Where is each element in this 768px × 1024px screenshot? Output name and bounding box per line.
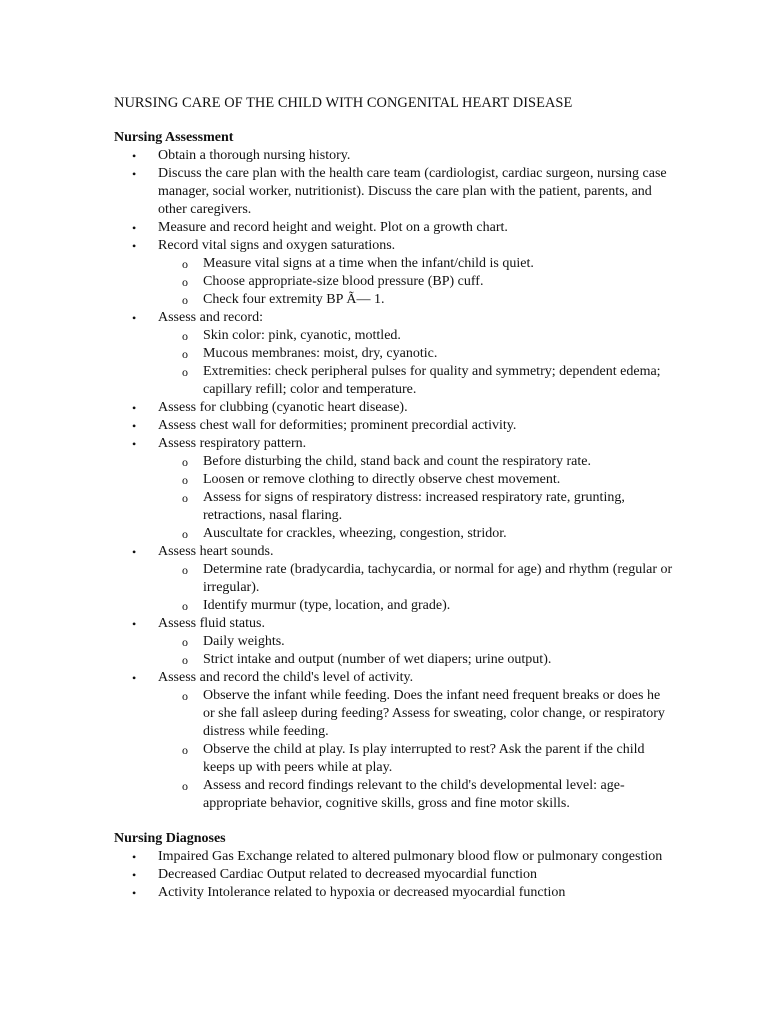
- list-item-text: Activity Intolerance related to hypoxia or decreased myocardial function: [158, 885, 566, 900]
- bullet-icon: •: [132, 617, 137, 631]
- sub-list: [158, 561, 674, 615]
- diagnoses-list: [114, 848, 674, 902]
- sub-list-item-text: Observe the child at play. Is play interrupted to rest? Ask the parent if the child keeps up with peers while at play.: [203, 742, 645, 775]
- sub-list-item-text: Mucous membranes: moist, dry, cyanotic.: [203, 346, 438, 361]
- sub-list-item-text: Auscultate for crackles, wheezing, congestion, stridor.: [203, 526, 507, 541]
- sub-list-item-text: Assess and record findings relevant to the child's developmental level: age-appropriate behavior, cognitive skills, gross and fine motor skills.: [203, 778, 625, 811]
- sub-list-item-text: Identify murmur (type, location, and grade).: [203, 598, 451, 613]
- list-item-text: Assess fluid status.: [158, 616, 265, 631]
- circle-bullet-icon: o: [182, 473, 188, 487]
- circle-bullet-icon: o: [182, 599, 188, 613]
- list-item: [114, 884, 674, 902]
- circle-bullet-icon: o: [182, 293, 188, 307]
- circle-bullet-icon: o: [182, 743, 188, 757]
- circle-bullet-icon: o: [182, 365, 188, 379]
- list-item-text: Assess respiratory pattern.: [158, 436, 307, 451]
- circle-bullet-icon: o: [182, 635, 188, 649]
- sub-list-item: [158, 327, 674, 345]
- sub-list-item: [158, 363, 674, 399]
- sub-list-item: [158, 561, 674, 597]
- bullet-icon: •: [132, 167, 137, 181]
- sub-list-item-text: Measure vital signs at a time when the infant/child is quiet.: [203, 256, 534, 271]
- bullet-icon: •: [132, 149, 137, 163]
- bullet-icon: •: [132, 437, 137, 451]
- list-item-text: Decreased Cardiac Output related to decreased myocardial function: [158, 867, 537, 882]
- sub-list-item-text: Observe the infant while feeding. Does the infant need frequent breaks or does he or she fall asleep during feeding? Assess for sweating, color change, or respiratory distress while feeding.: [203, 688, 665, 739]
- list-item-text: Assess chest wall for deformities; prominent precordial activity.: [158, 418, 517, 433]
- sub-list-item: [158, 471, 674, 489]
- list-item: [114, 147, 674, 165]
- list-item: [114, 435, 674, 543]
- circle-bullet-icon: o: [182, 563, 188, 577]
- sub-list-item: [158, 525, 674, 543]
- sub-list-item: [158, 741, 674, 777]
- document-title: NURSING CARE OF THE CHILD WITH CONGENITAL HEART DISEASE: [114, 95, 573, 111]
- circle-bullet-icon: o: [182, 455, 188, 469]
- bullet-icon: •: [132, 419, 137, 433]
- sub-list-item: [158, 291, 674, 309]
- bullet-icon: •: [132, 850, 137, 864]
- sub-list-item-text: Choose appropriate-size blood pressure (BP) cuff.: [203, 274, 484, 289]
- bullet-icon: •: [132, 239, 137, 253]
- list-item: [114, 219, 674, 237]
- bullet-icon: •: [132, 401, 137, 415]
- list-item-text: Impaired Gas Exchange related to altered pulmonary blood flow or pulmonary congestion: [158, 849, 663, 864]
- sub-list: [158, 255, 674, 309]
- circle-bullet-icon: o: [182, 347, 188, 361]
- sub-list-item-text: Check four extremity BP Ã— 1.: [203, 292, 385, 307]
- sub-list-item-text: Assess for signs of respiratory distress: increased respiratory rate, grunting, retractions, nasal flaring.: [203, 490, 625, 523]
- bullet-icon: •: [132, 886, 137, 900]
- sub-list-item: [158, 597, 674, 615]
- sub-list: [158, 453, 674, 543]
- list-item-text: Assess and record:: [158, 310, 263, 325]
- circle-bullet-icon: o: [182, 779, 188, 793]
- list-item-text: Assess and record the child's level of activity.: [158, 670, 414, 685]
- list-item-text: Obtain a thorough nursing history.: [158, 148, 351, 163]
- sub-list-item: [158, 273, 674, 291]
- list-item: [114, 669, 674, 813]
- bullet-icon: •: [132, 311, 137, 325]
- section-heading-diagnoses: Nursing Diagnoses: [114, 831, 226, 846]
- list-item: [114, 615, 674, 669]
- circle-bullet-icon: o: [182, 491, 188, 505]
- sub-list-item: [158, 489, 674, 525]
- list-item: [114, 165, 674, 219]
- list-item: [114, 866, 674, 884]
- sub-list-item: [158, 345, 674, 363]
- sub-list-item-text: Determine rate (bradycardia, tachycardia, or normal for age) and rhythm (regular or irregular).: [203, 562, 673, 595]
- circle-bullet-icon: o: [182, 653, 188, 667]
- list-item: [114, 399, 674, 417]
- bullet-icon: •: [132, 671, 137, 685]
- section-spacer: [114, 813, 674, 830]
- sub-list-item: [158, 651, 674, 669]
- list-item: [114, 848, 674, 866]
- sub-list: [158, 633, 674, 669]
- sub-list-item: [158, 633, 674, 651]
- sub-list-item-text: Loosen or remove clothing to directly observe chest movement.: [203, 472, 561, 487]
- list-item-text: Assess heart sounds.: [158, 544, 274, 559]
- bullet-icon: •: [132, 221, 137, 235]
- bullet-icon: •: [132, 868, 137, 882]
- sub-list-item-text: Skin color: pink, cyanotic, mottled.: [203, 328, 401, 343]
- sub-list-item: [158, 687, 674, 741]
- section-heading-assessment: Nursing Assessment: [114, 130, 234, 145]
- sub-list-item-text: Strict intake and output (number of wet diapers; urine output).: [203, 652, 552, 667]
- assessment-list: [114, 147, 674, 813]
- sub-list-item-text: Before disturbing the child, stand back and count the respiratory rate.: [203, 454, 591, 469]
- list-item-text: Assess for clubbing (cyanotic heart disease).: [158, 400, 408, 415]
- circle-bullet-icon: o: [182, 257, 188, 271]
- sub-list-item: [158, 453, 674, 471]
- document-page: [114, 94, 674, 902]
- circle-bullet-icon: o: [182, 275, 188, 289]
- sub-list-item-text: Extremities: check peripheral pulses for quality and symmetry; dependent edema; capillary refill; color and temperature.: [203, 364, 661, 397]
- list-item-text: Record vital signs and oxygen saturations.: [158, 238, 396, 253]
- bullet-icon: •: [132, 545, 137, 559]
- list-item: [114, 543, 674, 615]
- list-item-text: Measure and record height and weight. Plot on a growth chart.: [158, 220, 508, 235]
- circle-bullet-icon: o: [182, 689, 188, 703]
- sub-list-item-text: Daily weights.: [203, 634, 285, 649]
- list-item-text: Discuss the care plan with the health care team (cardiologist, cardiac surgeon, nursing case manager, social worker, nutritionist). Discuss the care plan with the patient, parents, and other caregivers.: [158, 166, 667, 217]
- list-item: [114, 417, 674, 435]
- list-item: [114, 237, 674, 309]
- sub-list: [158, 327, 674, 399]
- sub-list: [158, 687, 674, 813]
- circle-bullet-icon: o: [182, 329, 188, 343]
- sub-list-item: [158, 255, 674, 273]
- sub-list-item: [158, 777, 674, 813]
- circle-bullet-icon: o: [182, 527, 188, 541]
- list-item: [114, 309, 674, 399]
